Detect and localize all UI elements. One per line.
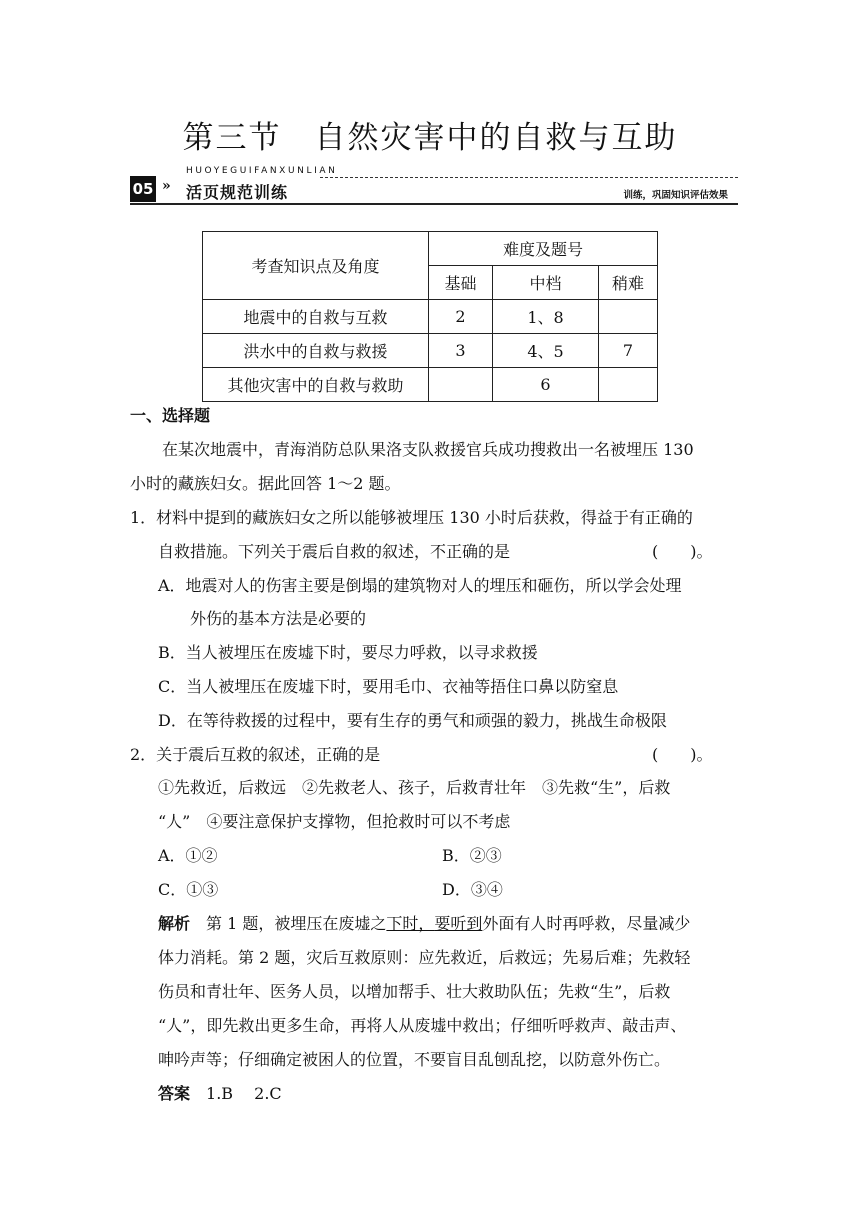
table-cell-hard <box>599 368 658 402</box>
table-cell-topic: 地震中的自救与互救 <box>203 300 429 334</box>
difficulty-table <box>202 231 658 402</box>
banner-dotted-line <box>320 177 738 178</box>
table-cell-hard: 7 <box>599 334 658 368</box>
underlined-text: 要听到 <box>434 914 483 933</box>
analysis-line: 体力消耗。第 2 题，灾后互救原则：应先救近，后救远；先易后难；先救轻 <box>158 948 691 967</box>
material-text-line: 在某次地震中，青海消防总队果洛支队救援官兵成功搜救出一名被埋压 130 <box>162 440 694 459</box>
analysis-line: 解析 第 1 题，被埋压在废墟之下时，要听到外面有人时再呼救，尽量减少 <box>158 914 691 933</box>
table-cell-medium: 6 <box>493 368 599 402</box>
analysis-label: 解析 <box>158 914 191 933</box>
table-cell-basic: 3 <box>429 334 493 368</box>
table-level-hard: 稍难 <box>599 266 658 300</box>
table-header-topic: 考查知识点及角度 <box>203 232 429 300</box>
question-2-option-d: D．③④ <box>442 880 503 899</box>
table-level-medium: 中档 <box>493 266 599 300</box>
analysis-line: “人”，即先救出更多生命，再将人从废墟中救出；仔细听呼救声、敲击声、 <box>158 1016 687 1035</box>
table-cell-medium: 1、8 <box>493 300 599 334</box>
section-heading: 一、选择题 <box>130 406 211 425</box>
question-1-stem: 1．材料中提到的藏族妇女之所以能够被埋压 130 小时后获救，得益于有正确的 <box>130 508 693 527</box>
banner-number-badge: 05 <box>130 176 156 202</box>
banner-pinyin: HUOYEGUIFANXUNLIAN <box>186 166 338 176</box>
answer-line <box>158 1084 282 1104</box>
table-cell-medium: 4、5 <box>493 334 599 368</box>
question-1-stem: 自救措施。下列关于震后自救的叙述，不正确的是 <box>158 542 511 561</box>
question-2-option-a: A．①② <box>158 846 218 865</box>
question-2-stem: 2．关于震后互救的叙述，正确的是 <box>130 745 381 764</box>
underlined-text: 下时， <box>386 914 435 933</box>
table-header-difficulty: 难度及题号 <box>429 232 658 266</box>
question-2-items: ①先救近，后救远 ②先救老人、孩子，后救青壮年 ③先救“生”，后救 <box>158 778 671 797</box>
question-2-answer-bracket: ( )。 <box>652 745 713 764</box>
table-row <box>203 368 658 402</box>
question-2-items: “人” ④要注意保护支撑物，但抢救时可以不考虑 <box>158 812 511 831</box>
question-1-option-c: C．当人被埋压在废墟下时，要用毛巾、衣袖等捂住口鼻以防窒息 <box>158 677 619 696</box>
answer-text: 1.B 2.C <box>206 1084 282 1103</box>
answer-label: 答案 <box>158 1084 191 1103</box>
table-cell-hard <box>599 300 658 334</box>
banner-heading: 活页规范训练 <box>186 183 289 202</box>
banner-rule <box>130 203 738 205</box>
double-chevron-icon: » <box>162 178 171 194</box>
table-cell-topic: 其他灾害中的自救与救助 <box>203 368 429 402</box>
table-cell-topic: 洪水中的自救与救援 <box>203 334 429 368</box>
table-cell-basic <box>429 368 493 402</box>
page-title: 第三节 自然灾害中的自救与互助 <box>182 120 678 156</box>
question-1-answer-bracket: ( )。 <box>652 542 713 561</box>
table-level-basic: 基础 <box>429 266 493 300</box>
question-1-option-a: A．地震对人的伤害主要是倒塌的建筑物对人的埋压和砸伤，所以学会处理 <box>158 576 682 595</box>
table-row <box>203 334 658 368</box>
table-row <box>203 300 658 334</box>
question-1-option-a-continued: 外伤的基本方法是必要的 <box>190 609 367 628</box>
material-text-line: 小时的藏族妇女。据此回答 1～2 题。 <box>130 474 401 493</box>
table-cell-basic: 2 <box>429 300 493 334</box>
question-1-option-b: B．当人被埋压在废墟下时，要尽力呼救，以寻求救援 <box>158 643 538 662</box>
analysis-line: 伤员和青壮年、医务人员，以增加帮手、壮大救助队伍；先救“生”，后救 <box>158 982 671 1001</box>
question-1-option-d: D．在等待救援的过程中，要有生存的勇气和顽强的毅力，挑战生命极限 <box>158 711 667 730</box>
analysis-line: 呻吟声等；仔细确定被困人的位置，不要盲目乱刨乱挖，以防意外伤亡。 <box>158 1050 671 1069</box>
section-banner <box>130 163 738 207</box>
question-2-option-b: B．②③ <box>442 846 502 865</box>
question-2-option-c: C．①③ <box>158 880 219 899</box>
banner-tagline: 训练，巩固知识评估效果 <box>623 190 728 201</box>
